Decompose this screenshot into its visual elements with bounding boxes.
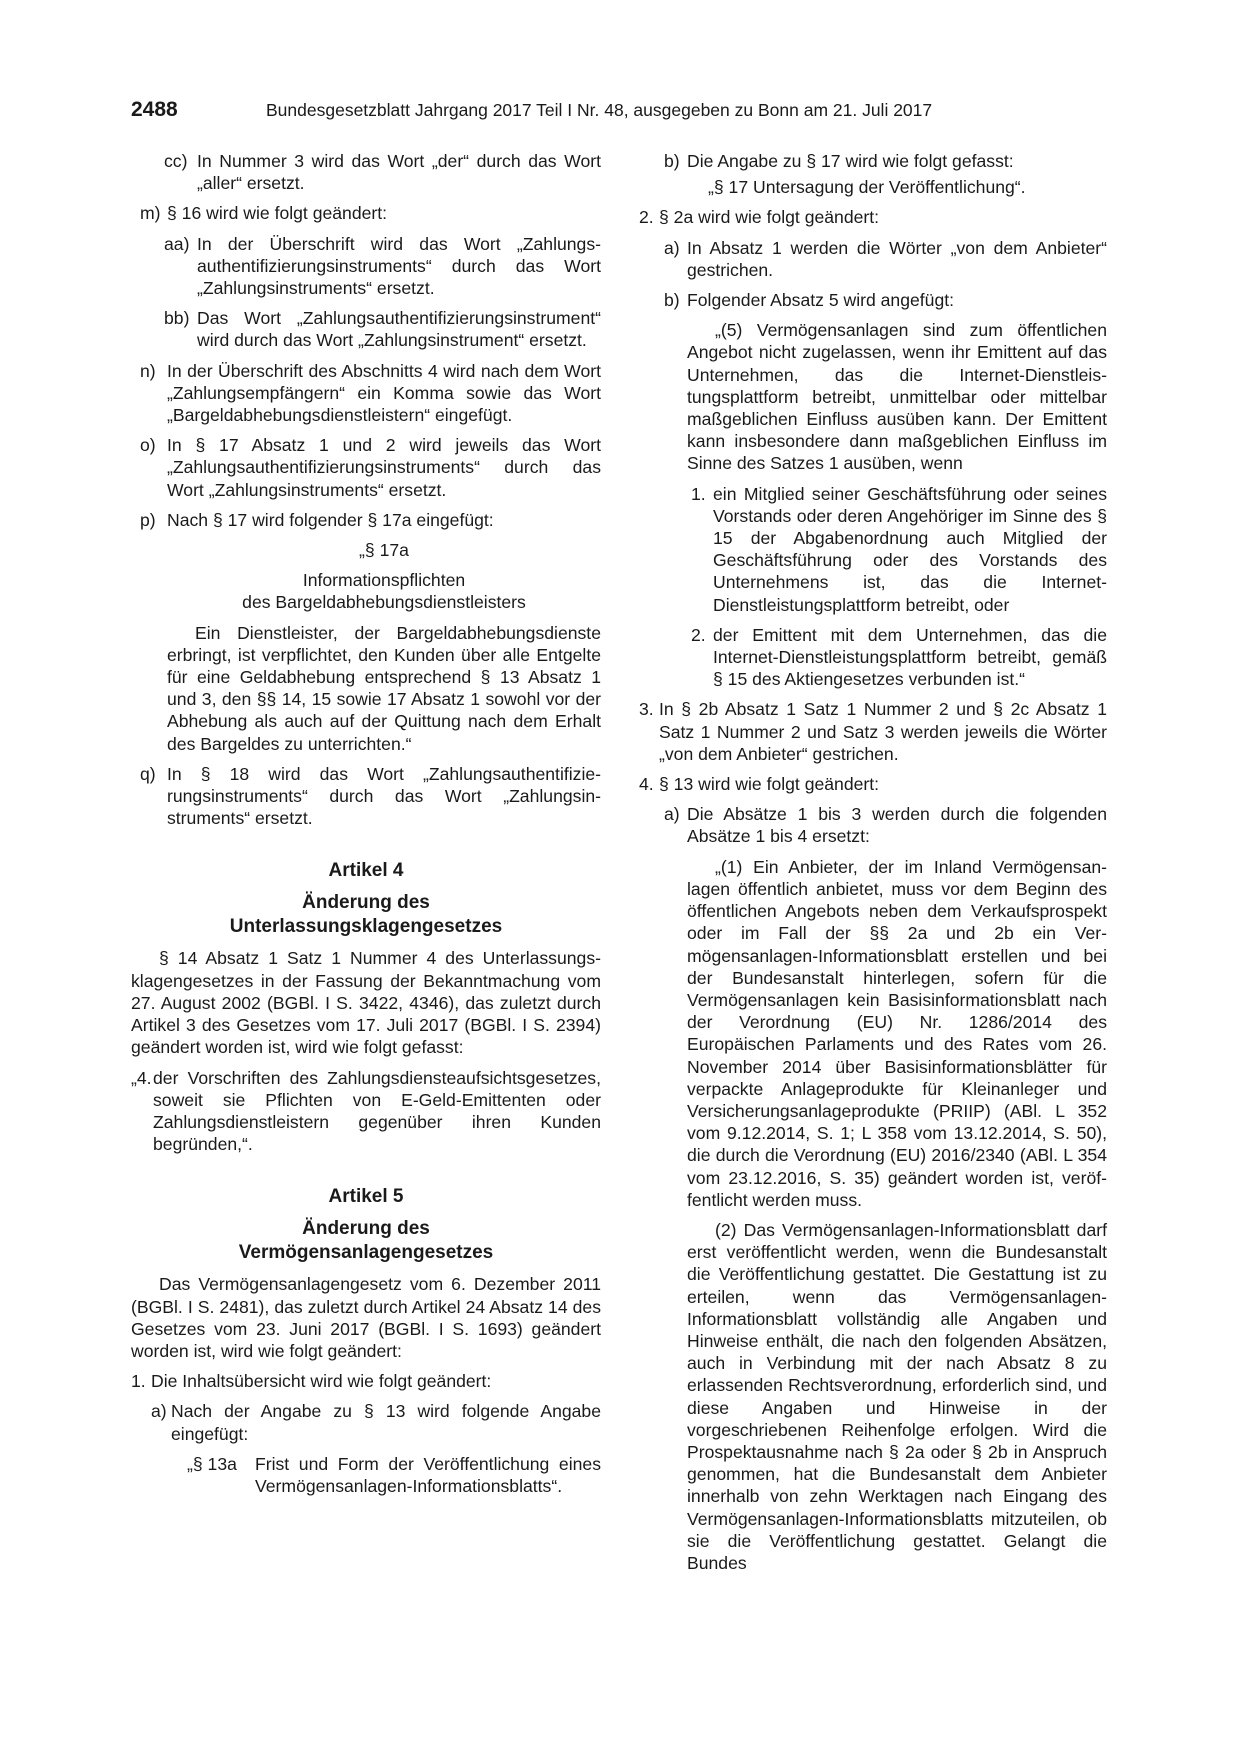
item-label: 4. [639, 774, 654, 795]
item-label: o) [140, 435, 156, 456]
list-item-1b [637, 150, 1107, 172]
item-label: q) [140, 763, 156, 784]
paragraph-5-item-1 [637, 483, 1107, 616]
item-label: a) [664, 237, 680, 258]
item-text: In § 17 Absatz 1 und 2 wird jeweils das Wort „Zahlungsauthentifizierungsinstruments“ durch das Wort „Zahlungsinstruments“ ersetzt. [167, 435, 601, 500]
item-label: 1. [131, 1371, 146, 1392]
list-item-bb [131, 307, 601, 351]
item-label: „§ 13a [187, 1453, 237, 1474]
item-label: 1. [691, 483, 706, 504]
item-label: „4. [131, 1067, 152, 1088]
item-text: § 13 wird wie folgt geändert: [659, 774, 880, 795]
paragraph-5-item-2 [637, 624, 1107, 691]
item-text: der Vorschriften des Zahlungsdiensteaufsichtsgesetzes, soweit sie Pflichten von E-Geld-Emittenten oder Zahlungsdienstleistern gegenüber ihren Kunden begründen,“. [153, 1067, 601, 1155]
list-item-cc [131, 150, 601, 194]
item-text: In § 2b Absatz 1 Satz 1 Nummer 2 und § 2c Absatz 1 Satz 1 Nummer 2 und Satz 3 werden jeweils die Wörter „von dem Anbieter“ gestrichen. [659, 699, 1107, 764]
item-text: In Absatz 1 werden die Wörter „von dem Anbieter“ gestrichen. [687, 237, 1107, 280]
paragraph-2: (2) Das Vermögensanlagen-Informationsblatt darf erst veröffentlicht werden, wenn die Bundesanstalt die Veröffentlichung gestattet. Die Gestattung ist zu erteilen, wenn das Vermögensanlagen-Informationsblatt vollständig alle Angaben und Hinweise enthält, die nach den folgenden Absätzen, auch in Verbindung mit der nach Absatz 8 zu erlassenden Rechtsverordnung, erforderlich sind, und diese Angaben und Hinweise in der vorgeschriebenen Reihenfolge erfolgen. Wird die Prospektausnahme nach § 2a oder § 2b in Anspruch genommen, hat die Bundesanstalt dem Anbieter innerhalb von zehn Werktagen nach Eingang des Vermögensanlagen-Informationsblatts mitzuteilen, ob sie die Veröffentlichung gestattet. Gelangt die Bundes [687, 1219, 1107, 1573]
list-item-13a [131, 1453, 601, 1497]
section-17a [131, 539, 601, 755]
quote-17: „§ 17 Untersagung der Veröffentlichung“. [708, 177, 1026, 198]
list-item-1 [131, 1370, 601, 1392]
item-text: In der Überschrift wird das Wort „Zahlungsauthentifizierungsinstruments“ durch das Wort „Zahlungsinstruments“ ersetzt. [197, 233, 601, 299]
paragraph-1: „(1) Ein Anbieter, der im Inland Vermögensanlagen öffentlich anbietet, muss vor dem Beginn des öffentlichen Angebots neben dem Verkaufsprospekt oder im Fall der §§ 2a und 2b ein Vermögensanlagen-Informationsblatt erstellen und bei der Bundesanstalt hinterlegen, sofern für die Vermögensanlagen kein Basisinformationsblatt nach der Verordnung (EU) Nr. 1286/2014 des Europäischen Parlaments und des Rates vom 26. November 2014 über Basisinformationsblätter für verpackte Anlageprodukte für Kleinanleger und Versicherungsanlageprodukte (PRIIP) (ABl. L 352 vom 9.12.2014, S. 1; L 358 vom 13.12.2014, S. 50), die durch die Verordnung (EU) 2016/2340 (ABl. L 354 vom 23.12.2016, S. 35) geändert worden ist, veröffentlicht werden muss. [687, 856, 1107, 1210]
item-label: 2. [691, 624, 706, 645]
item-text: ein Mitglied seiner Geschäftsführung oder seines Vorstands oder deren Angehöriger im Sinne des § 15 der Abgabenordnung auch Mitglied der Geschäftsführung oder des Vorstands des Unternehmens ist, das die Internet-Dienstleistungsplattform betreibt, oder [713, 483, 1107, 615]
list-item-4a [637, 803, 1107, 847]
item-label: bb) [164, 308, 190, 329]
item-text: Die Inhaltsübersicht wird wie folgt geändert: [151, 1371, 492, 1392]
item-text: Das Wort „Zahlungsauthentifizierungsinstrument“ wird durch das Wort „Zahlungsinstrument“ ersetzt. [197, 308, 601, 351]
list-item-2a [637, 237, 1107, 281]
article-5-body: Das Vermögensanlagengesetz vom 6. Dezember 2011 (BGBl. I S. 2481), das zuletzt durch Artikel 24 Absatz 14 des Gesetzes vom 23. Juni 2017 (BGBl. I S. 1693) geändert worden ist, wird wie folgt geändert: [131, 1274, 601, 1361]
item-label: m) [140, 203, 161, 224]
item-label: b) [664, 151, 680, 171]
list-item-aa [131, 233, 601, 300]
list-item-4 [637, 773, 1107, 795]
list-item-q [131, 763, 601, 830]
article-4-title-line1: Änderung des [302, 892, 430, 914]
item-label: cc) [164, 151, 188, 171]
list-item-n [131, 360, 601, 427]
item-label: n) [140, 360, 156, 381]
item-text: In § 18 wird das Wort „Zahlungsauthentifizierungsinstruments“ durch das Wort „Zahlungsinstruments“ ersetzt. [167, 763, 601, 829]
list-item-o [131, 434, 601, 501]
item-text: In Nummer 3 wird das Wort „der“ durch das Wort „aller“ ersetzt. [197, 151, 601, 194]
item-text: Folgender Absatz 5 wird angefügt: [687, 290, 955, 311]
item-text: Frist und Form der Veröffentlichung eines Vermögensanlagen-Informationsblatts“. [255, 1453, 601, 1496]
item-text: In der Überschrift des Abschnitts 4 wird nach dem Wort „Zahlungsempfängern“ ein Komma sowie das Wort „Bargeldabhebungsdienstleistern“ eingefügt. [167, 360, 601, 426]
list-item-p [131, 509, 601, 531]
item-label: b) [664, 290, 680, 311]
item-text: § 16 wird wie folgt geändert: [167, 203, 388, 224]
item-label: 2. [639, 207, 654, 228]
item-label: a) [151, 1401, 167, 1422]
article-4-item [131, 1067, 601, 1156]
article-5-title-line2: Vermögensanlagengesetzes [238, 1242, 494, 1264]
left-column [131, 150, 601, 1497]
item-text: Die Absätze 1 bis 3 werden durch die folgenden Absätze 1 bis 4 ersetzt: [687, 804, 1107, 847]
list-item-1a [131, 1400, 601, 1444]
item-label: aa) [164, 233, 190, 254]
item-text: der Emittent mit dem Unternehmen, das die Internet-Dienstleistungsplattform betreibt, gemäß § 15 des Aktiengesetzes verbunden ist.“ [713, 624, 1107, 690]
list-item-2 [637, 206, 1107, 228]
item-label: 3. [639, 699, 654, 720]
section-17a-body: Ein Dienstleister, der Bargeldabhebungsdienste erbringt, ist verpflichtet, den Kunden über alle Entgelte für eine Geldabhebung entsprechend § 13 Absatz 1 und 3, den §§ 14, 15 sowie 17 Absatz 1 sowohl vor der Abhebung als auch auf der Quittung nach dem Erhalt des Bargeldes zu unterrichten.“ [167, 622, 601, 754]
item-text: Die Angabe zu § 17 wird wie folgt gefasst: [687, 151, 1014, 171]
list-item-m [131, 202, 601, 224]
paragraph-5: „(5) Vermögensanlagen sind zum öffentlichen Angebot nicht zugelassen, wenn ihr Emittent auf das Unternehmen, das die Internet-Dienstleistungsplattform betreibt, unmittelbar oder mittelbar maßgeblichen Einfluss ausüben kann. Der Emittent kann insbesondere dann maßgeblichen Einfluss im Sinne des Satzes 1 ausüben, wenn [687, 320, 1107, 474]
article-4-label: Artikel 4 [328, 860, 404, 882]
article-4-title-line2: Unterlassungsklagengesetzes [229, 916, 503, 938]
right-column [637, 150, 1107, 1574]
list-item-2b [637, 289, 1107, 311]
section-17a-title-line2: des Bargeldabhebungsdienstleisters [242, 592, 526, 613]
article-4-body: § 14 Absatz 1 Satz 1 Nummer 4 des Unterlassungsklagengesetzes in der Fassung der Bekanntmachung vom 27. August 2002 (BGBl. I S. 3422, 4346), das zuletzt durch Artikel 3 des Gesetzes vom 17. Juli 2017 (BGBl. I S. 2394) geändert worden ist, wird wie folgt gefasst: [131, 948, 601, 1058]
section-17a-heading: „§ 17a [359, 540, 409, 561]
item-text: Nach der Angabe zu § 13 wird folgende Angabe eingefügt: [171, 1401, 601, 1444]
item-text: Nach § 17 wird folgender § 17a eingefügt: [167, 509, 494, 530]
article-5-label: Artikel 5 [328, 1186, 404, 1208]
page-header-title: Bundesgesetzblatt Jahrgang 2017 Teil I Nr. 48, ausgegeben zu Bonn am 21. Juli 2017 [266, 100, 933, 120]
page-number: 2488 [131, 98, 178, 121]
item-label: p) [140, 509, 156, 530]
item-label: a) [664, 804, 680, 825]
article-5-title-line1: Änderung des [302, 1218, 430, 1240]
section-17a-title-line1: Informationspflichten [302, 570, 466, 591]
item-text: § 2a wird wie folgt geändert: [659, 207, 880, 228]
list-item-3 [637, 698, 1107, 765]
